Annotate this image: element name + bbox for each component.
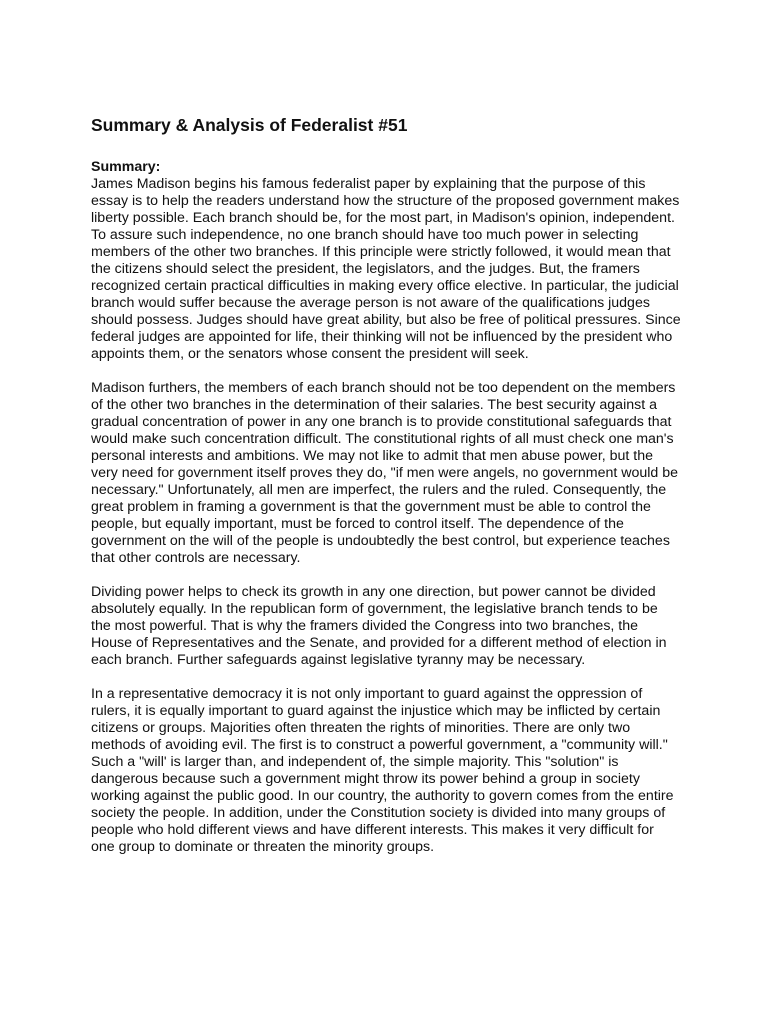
paragraph-3: Dividing power helps to check its growth in any one direction, but power cannot be divided absolutely equally. In the republican form of government, the legislative branch tends to be the most powerful. That is why the framers divided the Congress into two branches, the House of Representatives and the Senate, and provided for a different method of election in each branch. Further safeguards against legislative tyranny may be necessary. <box>91 584 667 668</box>
paragraph-2: Madison furthers, the members of each branch should not be too dependent on the members of the other two branches in the determination of their salaries. The best security against a gradual concentration of power in any one branch is to provide constitutional safeguards that would make such concentration difficult. The constitutional rights of all must check one man's personal interests and ambitions. We may not like to admit that men abuse power, but the very need for government itself proves they do, "if men were angels, no government would be necessary." Unfortunately, all men are imperfect, the rulers and the ruled. Consequently, the great problem in framing a government is that the government must be able to control the people, but equally important, must be forced to control itself. The dependence of the government on the will of the people is undoubtedly the best control, but experience teaches that other controls are necessary. <box>91 380 679 566</box>
paragraph-4: In a representative democracy it is not only important to guard against the oppression of rulers, it is equally important to guard against the injustice which may be inflicted by certain citizens or groups. Majorities often threaten the rights of minorities. There are only two methods of avoiding evil. The first is to construct a powerful government, a "community will." Such a "will' is larger than, and independent of, the simple majority. This "solution" is dangerous because such a government might throw its power behind a group in society working against the public good. In our country, the authority to govern comes from the entire society the people. In addition, under the Constitution society is divided into many groups of people who hold different views and have different interests. This makes it very difficult for one group to dominate or threaten the minority groups. <box>91 686 674 855</box>
section-heading-summary: Summary: <box>91 159 161 175</box>
document-page <box>91 113 681 873</box>
paragraph-1: James Madison begins his famous federalist paper by explaining that the purpose of this essay is to help the readers understand how the structure of the proposed government makes liberty possible. Each branch should be, for the most part, in Madison's opinion, independent. To assure such independence, no one branch should have too much power in selecting members of the other two branches. If this principle were strictly followed, it would mean that the citizens should select the president, the legislators, and the judges. But, the framers recognized certain practical difficulties in making every office elective. In particular, the judicial branch would suffer because the average person is not aware of the qualifications judges should possess. Judges should have great ability, but also be free of political pressures. Since federal judges are appointed for life, their thinking will not be influenced by the president who appoints them, or the senators whose consent the president will seek. <box>91 176 681 362</box>
document-title: Summary & Analysis of Federalist #51 <box>91 115 408 135</box>
